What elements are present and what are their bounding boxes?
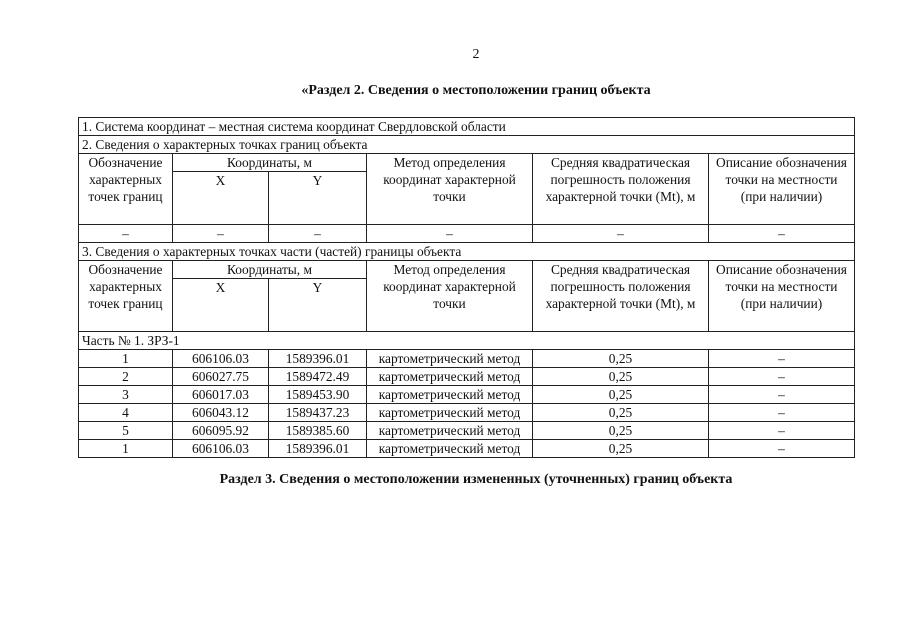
error-value: 0,25: [533, 386, 709, 404]
error-value: 0,25: [533, 422, 709, 440]
table-row: [79, 440, 855, 458]
description-value: –: [709, 404, 855, 422]
header-error-2: Средняя квадратическая погрешность положения характерной точки (Mt), м: [533, 261, 709, 332]
empty-cell: –: [533, 225, 709, 243]
table-row: [79, 404, 855, 422]
section2-title: «Раздел 2. Сведения о местоположении границ объекта: [301, 83, 651, 98]
x-value: 606106.03: [173, 350, 269, 368]
description-value: –: [709, 440, 855, 458]
error-value: 0,25: [533, 350, 709, 368]
section2-points-row: 2. Сведения о характерных точках границ объекта: [79, 136, 855, 154]
empty-cell: –: [173, 225, 269, 243]
point-number: 3: [79, 386, 173, 404]
header-y-2: Y: [269, 279, 367, 332]
header-method-2: Метод определения координат характерной точки: [367, 261, 533, 332]
header-error: Средняя квадратическая погрешность положения характерной точки (Mt), м: [533, 154, 709, 225]
error-value: 0,25: [533, 440, 709, 458]
y-value: 1589472.49: [269, 368, 367, 386]
empty-row: [79, 225, 855, 243]
header-designation-2: Обозначение характерных точек границ: [79, 261, 173, 332]
x-value: 606106.03: [173, 440, 269, 458]
method-value: картометрический метод: [367, 440, 533, 458]
error-value: 0,25: [533, 368, 709, 386]
method-value: картометрический метод: [367, 404, 533, 422]
header-x: X: [173, 172, 269, 225]
description-value: –: [709, 386, 855, 404]
header-coordinates: Координаты, м: [173, 154, 367, 172]
point-number: 1: [79, 440, 173, 458]
boundary-table: [78, 117, 855, 458]
method-value: картометрический метод: [367, 422, 533, 440]
empty-cell: –: [79, 225, 173, 243]
table-row: [79, 368, 855, 386]
section3-title: Раздел 3. Сведения о местоположении измененных (уточненных) границ объекта: [219, 472, 733, 487]
point-number: 4: [79, 404, 173, 422]
method-value: картометрический метод: [367, 386, 533, 404]
header-description-2: Описание обозначения точки на местности (при наличии): [709, 261, 855, 332]
method-value: картометрический метод: [367, 368, 533, 386]
x-value: 606027.75: [173, 368, 269, 386]
x-value: 606043.12: [173, 404, 269, 422]
header-coordinates-2: Координаты, м: [173, 261, 367, 279]
header-designation: Обозначение характерных точек границ: [79, 154, 173, 225]
empty-cell: –: [269, 225, 367, 243]
method-value: картометрический метод: [367, 350, 533, 368]
description-value: –: [709, 422, 855, 440]
description-value: –: [709, 350, 855, 368]
y-value: 1589437.23: [269, 404, 367, 422]
header-method: Метод определения координат характерной точки: [367, 154, 533, 225]
y-value: 1589396.01: [269, 350, 367, 368]
table-row: [79, 386, 855, 404]
description-value: –: [709, 368, 855, 386]
point-number: 1: [79, 350, 173, 368]
empty-cell: –: [367, 225, 533, 243]
y-value: 1589396.01: [269, 440, 367, 458]
header-description: Описание обозначения точки на местности (при наличии): [709, 154, 855, 225]
point-number: 5: [79, 422, 173, 440]
x-value: 606095.92: [173, 422, 269, 440]
empty-cell: –: [709, 225, 855, 243]
header-y: Y: [269, 172, 367, 225]
x-value: 606017.03: [173, 386, 269, 404]
table-row: [79, 350, 855, 368]
error-value: 0,25: [533, 404, 709, 422]
table-row: [79, 422, 855, 440]
section3-part-points-row: 3. Сведения о характерных точках части (частей) границы объекта: [79, 243, 855, 261]
coordinate-system-row: 1. Система координат – местная система координат Свердловской области: [79, 118, 855, 136]
y-value: 1589385.60: [269, 422, 367, 440]
page-number: 2: [472, 47, 480, 62]
y-value: 1589453.90: [269, 386, 367, 404]
point-number: 2: [79, 368, 173, 386]
part-label: Часть № 1. ЗРЗ-1: [79, 332, 855, 350]
header-x-2: X: [173, 279, 269, 332]
